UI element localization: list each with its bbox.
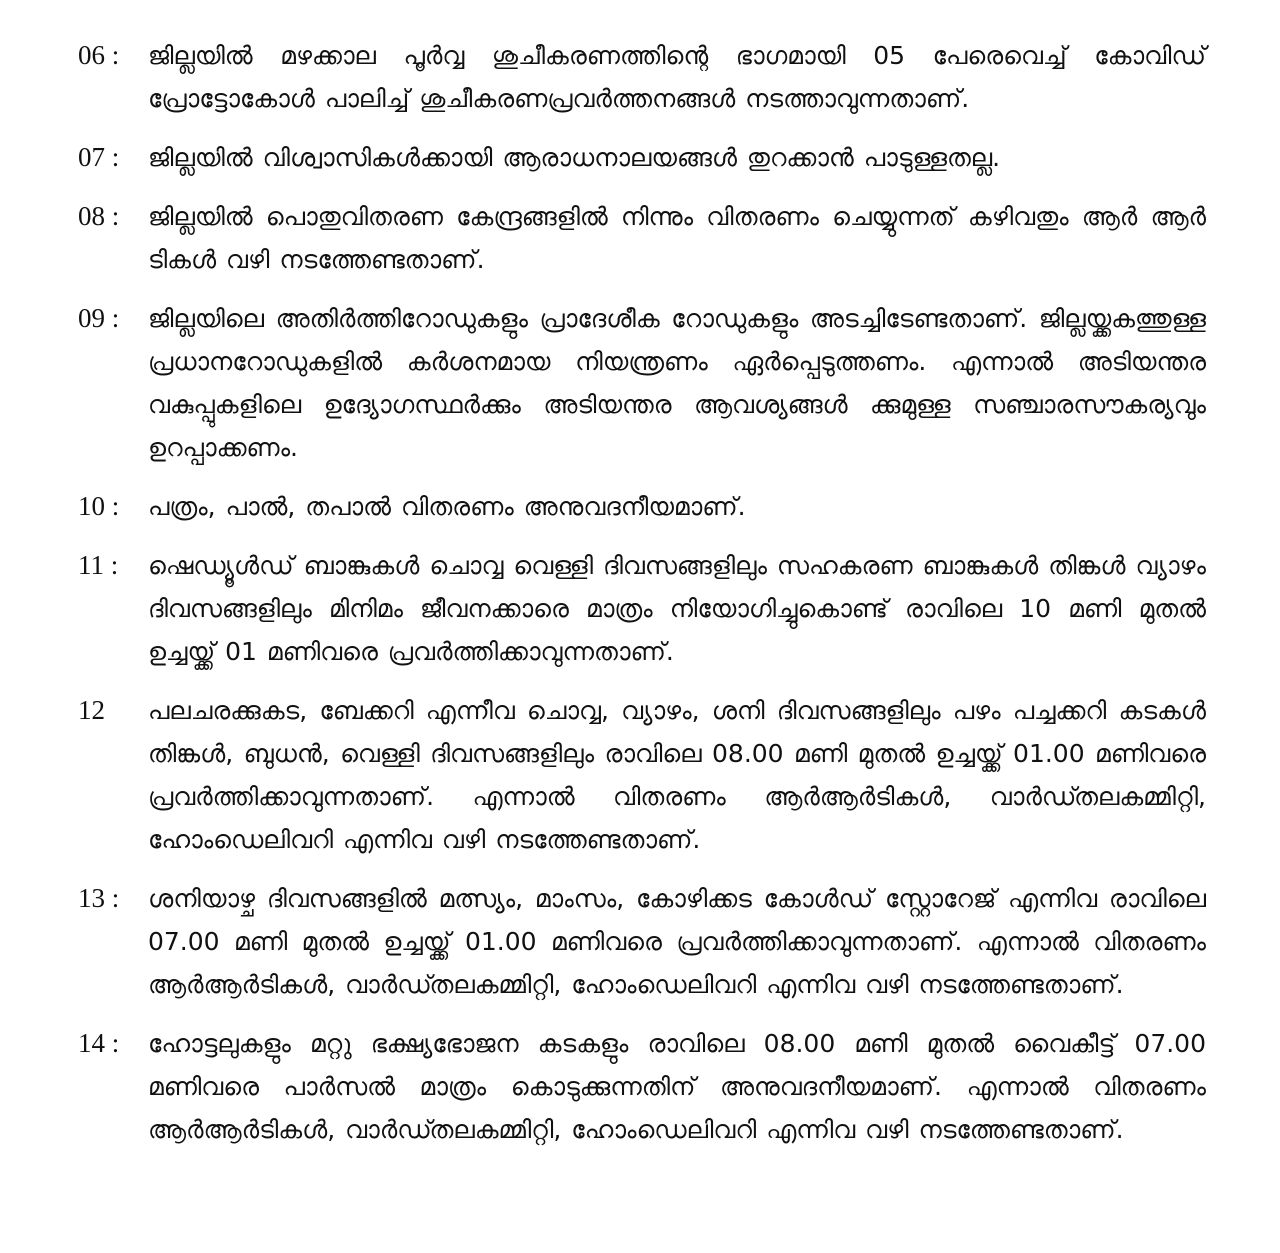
item-number: 07 : [78, 142, 120, 172]
item-text: ശനിയാഴ്ച ദിവസങ്ങളിൽ മത്സ്യം, മാംസം, കോഴിക്കട കോൾഡ് സ്റ്റോറേജ് എന്നിവ രാവിലെ 07.00 മണി മുതൽ ഉച്ചയ്ക്ക് 01.00 മണിവരെ പ്രവർത്തിക്കാവുന്നതാണ്. എന്നാൽ വിതരണം ആർആർടികൾ, വാർഡ്തലകമ്മിറ്റി, ഹോംഡെലിവറി എന്നിവ വഴി നടത്തേണ്ടതാണ്. [148, 884, 1206, 999]
item-number: 14 : [78, 1028, 120, 1058]
list-item [0, 297, 1280, 469]
list-item [0, 34, 1280, 120]
item-number: 11 : [78, 550, 119, 580]
list-item [0, 544, 1280, 673]
list-item [0, 877, 1280, 1006]
list-item [0, 136, 1280, 179]
item-text: ജില്ലയിൽ വിശ്വാസികൾക്കായി ആരാധനാലയങ്ങൾ തുറക്കാൻ പാടുള്ളതല്ല. [148, 143, 1001, 172]
item-text: ഷെഡ്യൂൾഡ് ബാങ്കുകൾ ചൊവ്വ വെള്ളി ദിവസങ്ങളിലും സഹകരണ ബാങ്കുകൾ തിങ്കൾ വ്യാഴം ദിവസങ്ങളിലും മിനിമം ജീവനക്കാരെ മാത്രം നിയോഗിച്ചുകൊണ്ട് രാവിലെ 10 മണി മുതൽ ഉച്ചയ്ക്ക് 01 മണിവരെ പ്രവർത്തിക്കാവുന്നതാണ്. [148, 551, 1206, 666]
item-text: ജില്ലയിൽ മഴക്കാല പൂർവ്വ ശുചീകരണത്തിന്റെ ഭാഗമായി 05 പേരെവെച്ച് കോവിഡ് പ്രോട്ടോകോൾ പാലിച്ച് ശുചീകരണപ്രവർത്തനങ്ങൾ നടത്താവുന്നതാണ്. [148, 41, 1206, 113]
item-text: ഹോട്ടലുകളും മറ്റു ഭക്ഷ്യഭോജന കടകളും രാവിലെ 08.00 മണി മുതൽ വൈകീട്ട് 07.00 മണിവരെ പാർസൽ മാത്രം കൊടുക്കുന്നതിന് അനുവദനീയമാണ്. എന്നാൽ വിതരണം ആർആർടികൾ, വാർഡ്തലകമ്മിറ്റി, ഹോംഡെലിവറി എന്നിവ വഴി നടത്തേണ്ടതാണ്. [148, 1029, 1206, 1144]
list-item [0, 485, 1280, 528]
document-body [0, 34, 1280, 1167]
list-item [0, 195, 1280, 281]
item-number: 08 : [78, 201, 120, 231]
item-number: 13 : [78, 883, 120, 913]
item-text: പലചരക്കുകട, ബേക്കറി എന്നീവ ചൊവ്വ, വ്യാഴം, ശനി ദിവസങ്ങളിലും പഴം പച്ചക്കറി കടകൾ തിങ്കൾ, ബുധൻ, വെള്ളി ദിവസങ്ങളിലും രാവിലെ 08.00 മണി മുതൽ ഉച്ചയ്ക്ക് 01.00 മണിവരെ പ്രവർത്തിക്കാവുന്നതാണ്. എന്നാൽ വിതരണം ആർആർടികൾ, വാർഡ്തലകമ്മിറ്റി, ഹോംഡെലിവറി എന്നിവ വഴി നടത്തേണ്ടതാണ്. [148, 696, 1206, 854]
item-text: പത്രം, പാൽ, തപാൽ വിതരണം അനുവദനീയമാണ്. [148, 492, 746, 521]
item-text: ജില്ലയിലെ അതിർത്തിറോഡുകളും പ്രാദേശീക റോഡുകളും അടച്ചിടേണ്ടതാണ്. ജില്ലയ്ക്കകത്തുള്ള പ്രധാനറോഡുകളിൽ കർശനമായ നിയന്ത്രണം ഏർപ്പെടുത്തണം. എന്നാൽ അടിയന്തര വകുപ്പുകളിലെ ഉദ്യോഗസ്ഥർക്കും അടിയന്തര ആവശ്യങ്ങൾ ക്കുമുള്ള സഞ്ചാരസൗകര്യവും ഉറപ്പാക്കണം. [148, 304, 1206, 462]
item-number: 10 : [78, 491, 120, 521]
item-number: 12 [78, 695, 105, 725]
item-number: 06 : [78, 40, 120, 70]
list-item [0, 689, 1280, 861]
item-text: ജില്ലയിൽ പൊതുവിതരണ കേന്ദ്രങ്ങളിൽ നിന്നും വിതരണം ചെയ്യുന്നത് കഴിവതും ആർ ആർ ടികൾ വഴി നടത്തേണ്ടതാണ്. [148, 202, 1206, 274]
item-number: 09 : [78, 303, 120, 333]
list-item [0, 1022, 1280, 1151]
